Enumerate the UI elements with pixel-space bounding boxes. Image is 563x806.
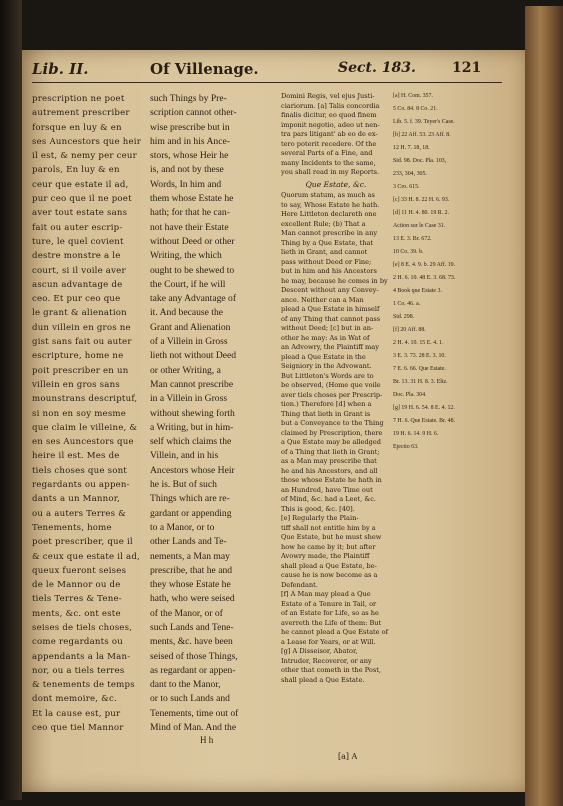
english-line: other Lands and Te-	[150, 536, 227, 548]
law-french-line: poet prescriber, que il	[32, 537, 133, 548]
law-french-line: dun villein en gros ne	[32, 322, 131, 333]
commentary-line: several Parts of a Fine, and	[281, 149, 373, 157]
commentary-line: Descent without any Convey-	[281, 286, 379, 294]
english-line: such Things by Pre-	[150, 93, 227, 104]
commentary-line: other he may: As in Wat of	[281, 333, 370, 342]
english-line: to a Manor, or to	[150, 521, 215, 533]
english-line: Ancestors whose Heir	[150, 464, 235, 476]
commentary-line: claimed by Prescription, there	[281, 428, 383, 437]
law-french-line: villein en gros sans	[32, 379, 120, 390]
english-line: Mind of Man. And the	[150, 722, 237, 734]
margin-note: 7 H. 6. Que Estate. Br. 48.	[393, 418, 456, 424]
english-line: as regardant or appen-	[150, 664, 236, 676]
english-line: or other Writing, a	[150, 364, 221, 376]
law-french-line: si non en soy mesme	[32, 408, 127, 419]
commentary-line: tra pars litigant' ab eo de ex-	[281, 130, 378, 138]
commentary-line: Quorum statum, as much as	[281, 191, 375, 199]
law-french-line: en ses Auncestors que	[32, 437, 134, 448]
english-line: seised of those Things,	[150, 650, 238, 662]
commentary-line: plead a Que Estate in the	[281, 352, 366, 361]
margin-note: [d] 11 H. 4. 80. 19 R. 2.	[393, 210, 450, 216]
commentary-line: Thing that lieth in Grant is	[281, 409, 371, 418]
commentary-line: he may, because he comes in by	[281, 276, 388, 285]
commentary-line: Here Littleton declareth one	[281, 210, 377, 218]
law-french-line: parols, En luy & en	[32, 165, 120, 176]
english-line: Things which are re-	[150, 493, 230, 505]
law-french-line: tiels Terres & Tene-	[32, 594, 122, 605]
english-line: him and in his Ance-	[150, 135, 230, 147]
law-french-line: autrement prescriber	[32, 108, 130, 119]
commentary-line: Estate of a Tenure in Tail, or	[281, 599, 377, 608]
law-french-line: dont memoire, &c.	[32, 694, 117, 705]
english-line: Tenements, time out of	[150, 707, 239, 719]
margin-note: 1 Co. 46. a.	[393, 301, 421, 307]
law-french-line: prescription ne poet	[32, 94, 125, 104]
margin-note: [f] 20 Aff. 88.	[393, 327, 426, 333]
margin-note: Sid. 98. Doc. Pla. 103,	[393, 158, 447, 164]
english-line: them whose Estate he	[150, 193, 234, 205]
english-line: dant to the Manor,	[150, 679, 221, 691]
commentary-line: [g] A Disseisor, Abator,	[281, 647, 358, 655]
law-french-line: nor, ou a tiels terres	[32, 665, 125, 676]
margin-note: 13 E. 3. Br. 672.	[393, 236, 432, 242]
english-translation-column	[150, 92, 273, 735]
commentary-line: excellent Rule; (b) That a	[281, 219, 366, 228]
commentary-line: [e] Regularly the Plain-	[281, 514, 359, 522]
law-french-line: escripture, home ne	[32, 351, 124, 362]
law-french-line: court, si il voile aver	[32, 265, 126, 276]
commentary-line: of an Estate for Life, so as he	[281, 609, 379, 617]
margin-note: Doc. Pla. 304.	[393, 392, 427, 398]
english-line: self which claims the	[150, 436, 232, 448]
margin-note: 10 Co. 39. b.	[393, 249, 424, 255]
commentary-line: as a Man may prescribe that	[281, 457, 377, 465]
commentary-line: an Hundred, have Time out	[281, 485, 373, 494]
margin-note: Sid. 298.	[393, 314, 415, 320]
law-french-line: ceur que estate il ad,	[32, 179, 129, 190]
commentary-column	[281, 92, 391, 685]
law-french-line: heire il est. Mes de	[32, 451, 120, 462]
commentary-line: aver tiels choses per Prescrip-	[281, 390, 383, 399]
law-french-line: Et la cause est, pur	[32, 708, 121, 719]
margin-notes-column	[393, 92, 485, 456]
law-french-line: ou a auters Terres &	[32, 508, 126, 519]
commentary-line: how he came by it; but after	[281, 542, 376, 551]
commentary-line: of any Thing that cannot pass	[281, 314, 381, 323]
margin-note: 2 H. 6. 10. 48 E. 3. 68. 73.	[393, 275, 456, 281]
commentary-line: a Que Estate may be alledged	[281, 438, 381, 446]
law-french-line: mounstrans descriptuf,	[32, 394, 138, 405]
commentary-line: Thing by a Que Estate, that	[281, 238, 374, 247]
margin-note: 3 E. 3. 73. 28 E. 3. 10.	[393, 353, 446, 359]
commentary-line: Intruder, Recoveror, or any	[281, 656, 372, 665]
commentary-line: lieth in Grant, and cannot	[281, 248, 368, 256]
english-line: the Court, if he will	[150, 278, 226, 290]
law-french-line: ments, &c. ont este	[32, 608, 121, 619]
margin-note: 19 H. 6. 14. 9 H. 6.	[393, 431, 439, 437]
english-line: prescribe, that he and	[150, 564, 233, 576]
english-line: lieth not without Deed	[150, 350, 237, 362]
law-french-line: destre monstre a le	[32, 251, 121, 262]
english-line: they whose Estate he	[150, 579, 231, 591]
commentary-line: This is good, &c. [40].	[281, 504, 355, 513]
english-line: take any Advantage of	[150, 293, 237, 305]
commentary-line: tion.) Therefore [d] when a	[281, 400, 372, 408]
margin-note: 4 Book que Estate 3.	[393, 288, 442, 294]
law-french-line: ture, le quel covient	[32, 236, 124, 247]
law-french-line: seises de tiels choses,	[32, 622, 133, 633]
law-french-line: poit prescriber en un	[32, 365, 129, 376]
english-line: nements, a Man may	[150, 550, 230, 562]
english-line: ought to be shewed to	[150, 264, 235, 276]
margin-note: 3 Cro. 615.	[393, 184, 420, 190]
english-line: wise prescribe but in	[150, 121, 230, 133]
english-line: he is. But of such	[150, 479, 217, 491]
english-line: Villein, and in his	[150, 450, 219, 462]
english-line: is, and not by these	[150, 164, 224, 176]
english-line: gardant or appending	[150, 507, 232, 519]
commentary-line: he and his Ancestors, and all	[281, 466, 378, 475]
commentary-line: tiff shall not entitle him by a	[281, 523, 376, 532]
english-line: in a Villein in Gross	[150, 393, 228, 405]
law-french-line: dants a un Mannor,	[32, 494, 121, 505]
margin-note: 7 E. 6. 66. Que Estate.	[393, 366, 446, 372]
header-rule	[32, 82, 502, 83]
english-line: ments, &c. have been	[150, 636, 233, 648]
margin-note: 12 H. 7. 18, 18.	[393, 145, 430, 151]
commentary-line: ance. Neither can a Man	[281, 295, 364, 304]
english-line: or to such Lands and	[150, 693, 230, 705]
book-spine-shadow	[0, 0, 22, 800]
margin-note: 5 Co. 84. 8 Co. 21.	[393, 106, 438, 112]
margin-note: [c] 33 H. 8. 22 H. 6. 93.	[393, 197, 450, 203]
commentary-line: many Incidents to the same,	[281, 158, 376, 167]
english-line: without shewing forth	[150, 407, 235, 419]
margin-note: [a] H. Com. 357.	[393, 93, 433, 99]
law-french-line: de le Mannor ou de	[32, 580, 121, 591]
law-french-line: tiels choses que sont	[32, 465, 127, 476]
margin-note: [g] 19 H. 6. 54. 8 E. 4. 12.	[393, 405, 455, 411]
commentary-line: an Advowry, the Plaintiff may	[281, 343, 379, 351]
english-line: hath; for that he can-	[150, 207, 230, 219]
law-french-line: forsque en luy & en	[32, 122, 122, 133]
english-line: a Writing, but in him-	[150, 421, 234, 433]
law-french-line: appendants a la Man-	[32, 651, 131, 662]
commentary-line: you shall read in my Reports.	[281, 168, 380, 176]
law-french-line: ceo. Et pur ceo que	[32, 294, 121, 305]
commentary-line: shall plead a Que Estate, be-	[281, 561, 377, 570]
margin-note: [e] 8 E. 4. 9. b. 29 Aff. 19.	[393, 262, 456, 268]
law-french-line: queux fueront seises	[32, 565, 127, 576]
page-number: 121	[452, 60, 482, 76]
english-line: without Deed or other	[150, 235, 235, 247]
commentary-line: Avowry made, the Plaintiff	[281, 552, 370, 560]
commentary-line: But Littleton's Words are to	[281, 371, 374, 380]
english-line: Man cannot prescribe	[150, 378, 234, 390]
law-french-line: ses Auncestors que heir	[32, 136, 142, 147]
law-french-line: regardants ou appen-	[32, 480, 130, 491]
commentary-line: of Mind, &c. had a Leet, &c.	[281, 495, 376, 503]
law-french-line: ceo que tiel Mannor	[32, 723, 124, 734]
law-french-line: aver tout estate sans	[32, 208, 128, 219]
commentary-line: of a Thing that lieth in Grant;	[281, 447, 380, 456]
commentary-line: tero poterit recedere. Of the	[281, 139, 377, 148]
english-line: not have their Estate	[150, 221, 229, 233]
law-french-line: fait ou auter escrip-	[32, 222, 123, 233]
commentary-line: [f] A Man may plead a Que	[281, 590, 371, 598]
law-french-line: & tenements de temps	[32, 680, 135, 691]
commentary-line: but a Conveyance to the Thing	[281, 419, 384, 427]
commentary-line: plead a Que Estate in himself	[281, 305, 380, 313]
running-head-title: Of Villenage.	[150, 60, 259, 78]
law-french-line: pur ceo que il ne poet	[32, 194, 132, 205]
catchword: [a] A	[338, 752, 358, 761]
law-french-line: Tenements, home	[32, 522, 112, 533]
law-french-column	[32, 92, 142, 735]
margin-note: [b] 22 Aff. 53. 23 Aff. 8.	[393, 132, 451, 138]
english-line: Writing, the which	[150, 250, 222, 262]
commentary-line: Que Estate, but he must shew	[281, 533, 382, 541]
law-french-line: come regardants ou	[32, 637, 123, 648]
english-line: such Lands and Tene-	[150, 621, 234, 633]
commentary-line: finalis dicitur, eo quod finem	[281, 111, 377, 119]
commentary-line: Defendant.	[281, 580, 318, 589]
english-line: Grant and Alienation	[150, 321, 231, 333]
commentary-line: he cannot plead a Que Estate of	[281, 628, 389, 636]
law-french-line: le grant & alienation	[32, 308, 127, 319]
commentary-line: without Deed; [c] but in an-	[281, 324, 374, 332]
law-french-line: & ceux que estate il ad,	[32, 551, 140, 562]
commentary-line: a Lease for Years, or at Will.	[281, 637, 376, 646]
law-french-line: il est, & nemy per ceur	[32, 151, 137, 162]
commentary-line: other that cometh in the Post,	[281, 666, 382, 674]
commentary-line: imponit negotio, adeo ut nen-	[281, 120, 380, 129]
commentary-line: ciariorum. [a] Talis concordia	[281, 101, 380, 110]
margin-note: Br. 13. 31 H. 8. 3. Eliz.	[393, 379, 448, 385]
law-french-line: ascun advantage de	[32, 279, 123, 290]
commentary-line: Domini Regis, vel ejus Justi-	[281, 92, 375, 100]
english-line: stors, whose Heir he	[150, 150, 229, 162]
margin-note: Ejectio 63.	[393, 444, 419, 450]
signature-mark: H h	[200, 735, 214, 745]
english-line: scription cannot other-	[150, 107, 237, 119]
english-line: of a Villein in Gross	[150, 336, 228, 348]
english-line: it. And because the	[150, 307, 223, 319]
margin-note: Lib. 5. f. 39. Teyer's Case.	[393, 119, 455, 125]
commentary-line: Seigniory in the Advowant.	[281, 362, 372, 370]
commentary-line: averreth the Life of them: But	[281, 618, 382, 627]
commentary-line: but in him and his Ancestors	[281, 267, 377, 275]
margin-note: 233, 304, 305.	[393, 171, 427, 177]
commentary-line: Man cannot prescribe in any	[281, 229, 378, 237]
page-edges	[525, 6, 563, 806]
law-french-line: que claim le villeine, &	[32, 422, 138, 433]
commentary-line: be observed, (Home que voile	[281, 381, 381, 389]
commentary-line: to say, Whose Estate he hath.	[281, 200, 380, 209]
margin-note: Action sur le Case 31.	[393, 223, 446, 229]
english-line: of the Manor, or of	[150, 607, 223, 619]
commentary-line: pass without Deed or Fine;	[281, 257, 372, 266]
english-line: hath, who were seised	[150, 593, 235, 605]
running-head-section: Sect. 183.	[338, 60, 416, 76]
english-line: Words, In him and	[150, 178, 222, 190]
commentary-line: cause he is now become as a	[281, 571, 378, 579]
commentary-line: those whose Estate he hath in	[281, 476, 382, 484]
commentary-line: shall plead a Que Estate.	[281, 675, 365, 684]
margin-note: 2 H. 4. 10. 15 E. 4. 1.	[393, 340, 444, 346]
law-french-line: gist sans fait ou auter	[32, 337, 132, 348]
running-head-book: Lib. II.	[32, 60, 89, 78]
commentary-rubric: Que Estate, &c.	[305, 179, 367, 189]
